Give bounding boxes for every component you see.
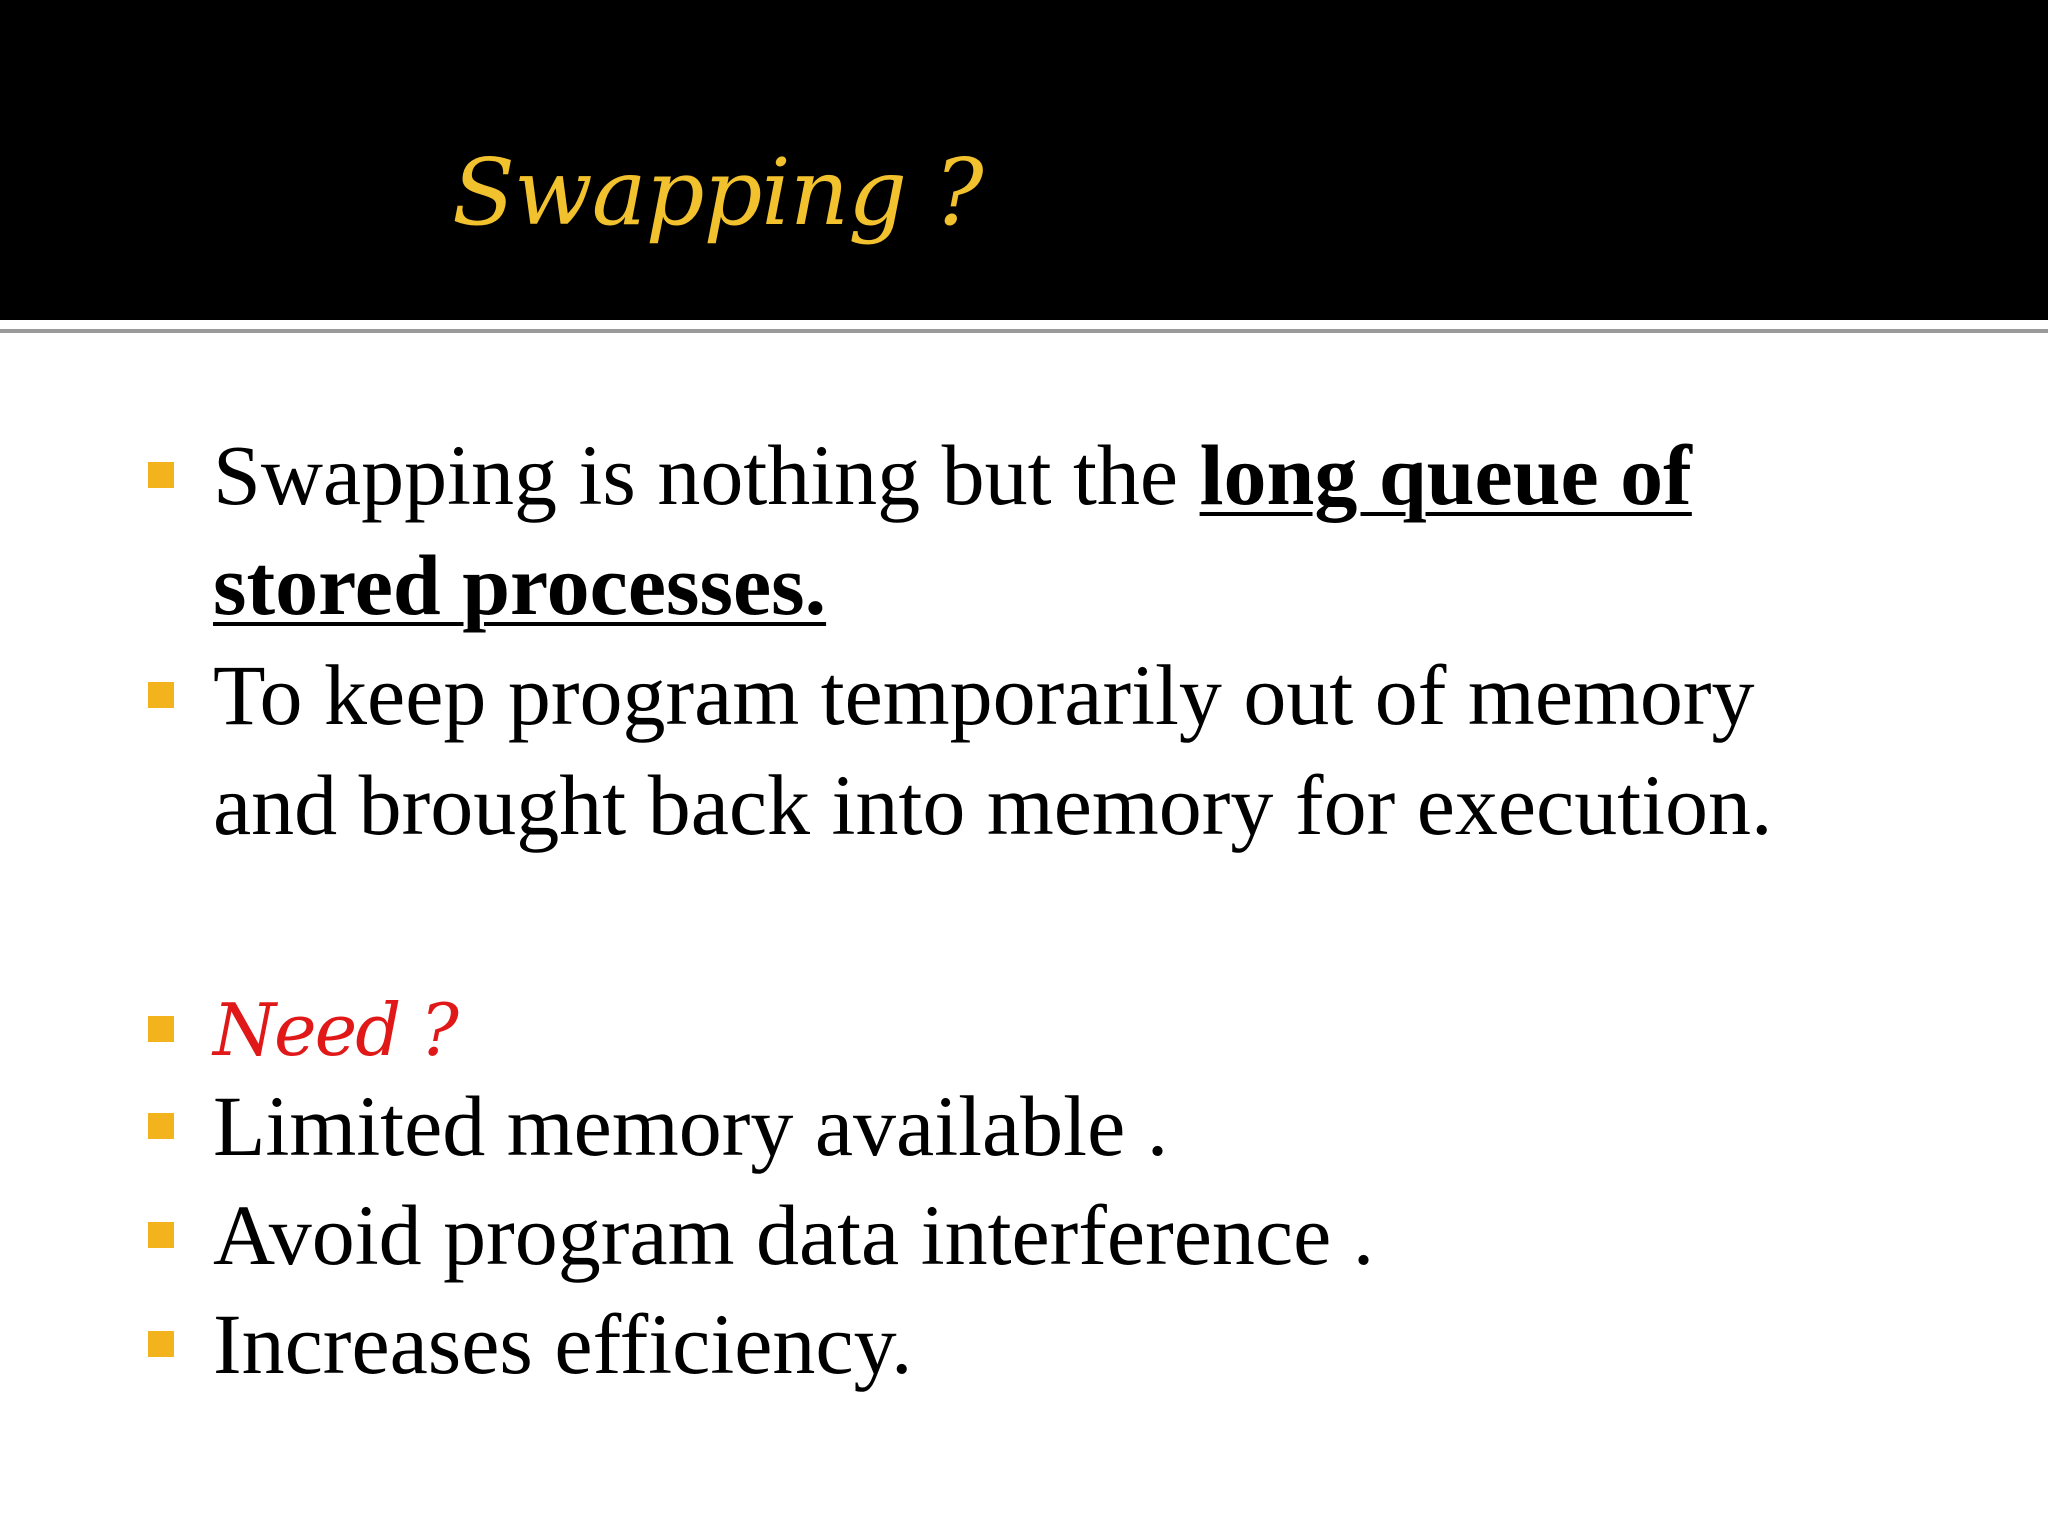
bullet-text: Limited memory available . — [213, 1078, 1169, 1174]
title-divider — [0, 329, 2048, 333]
bullet-text — [213, 640, 1773, 860]
title-bar — [0, 0, 2048, 320]
bullet-text-line-2: and brought back into memory for execution. — [213, 757, 1773, 853]
square-bullet-icon — [148, 1113, 174, 1139]
bullet-text-plain: Swapping is nothing but the — [213, 427, 1200, 523]
need-heading: Need ? — [213, 988, 457, 1072]
bullet-text-emphasis: long queue of — [1199, 427, 1692, 523]
square-bullet-icon — [148, 462, 174, 488]
bullet-text-emphasis-continued: stored processes. — [213, 537, 827, 633]
slide-title: Swapping ? — [452, 139, 983, 246]
bullet-text: Increases efficiency. — [213, 1296, 913, 1392]
bullet-text — [213, 420, 1692, 640]
square-bullet-icon — [148, 1016, 174, 1042]
square-bullet-icon — [148, 1331, 174, 1357]
bullet-text: Avoid program data interference . — [213, 1187, 1375, 1283]
square-bullet-icon — [148, 682, 174, 708]
bullet-text-line-1: To keep program temporarily out of memory — [213, 647, 1755, 743]
square-bullet-icon — [148, 1222, 174, 1248]
